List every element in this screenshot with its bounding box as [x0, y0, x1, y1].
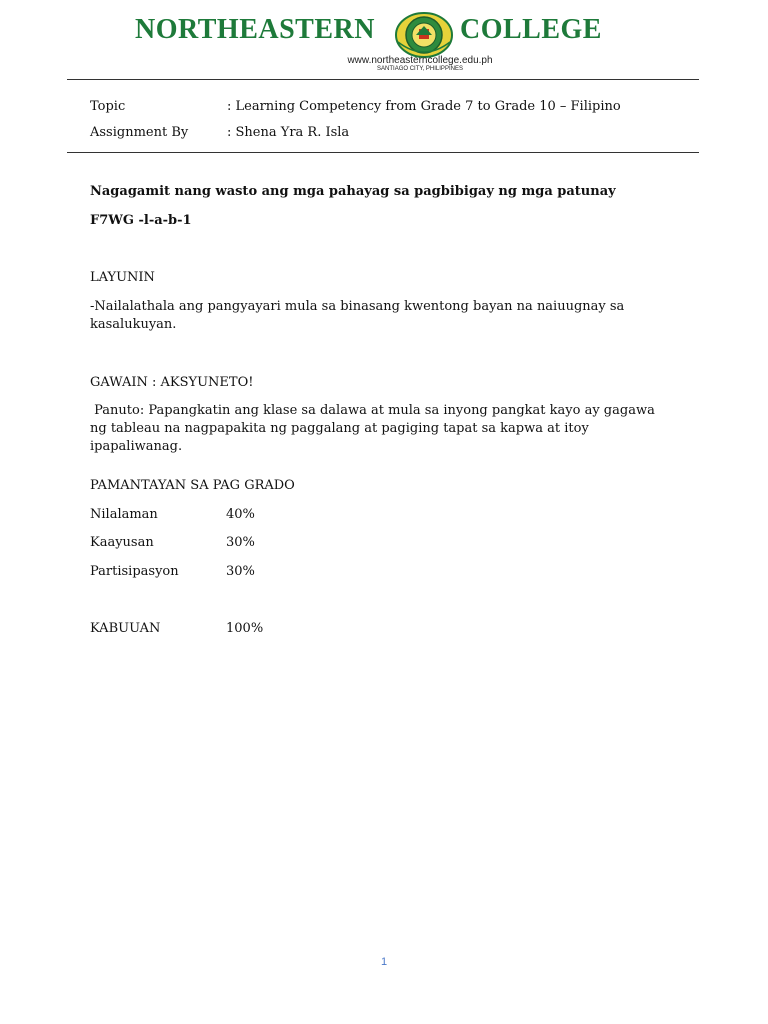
pamantayan-heading: PAMANTAYAN SA PAG GRADO	[90, 478, 295, 493]
competency-title: Nagagamit nang wasto ang mga pahayag sa pagbibigay ng mga patunay	[90, 184, 616, 199]
author-label: Assignment By	[90, 125, 189, 140]
total-value: 100%	[226, 621, 264, 636]
author-value: : Shena Yra R. Isla	[227, 125, 350, 140]
criteria-value: 40%	[226, 507, 255, 522]
criteria-label: Partisipasyon	[90, 564, 179, 579]
layunin-heading: LAYUNIN	[90, 270, 155, 285]
meta-divider	[67, 152, 699, 153]
topic-label: Topic	[90, 99, 126, 114]
criteria-value: 30%	[226, 564, 255, 579]
college-seal-icon	[394, 12, 454, 58]
letterhead	[0, 0, 768, 80]
header-divider	[67, 79, 699, 80]
gawain-heading: GAWAIN : AKSYUNETO!	[90, 375, 254, 390]
criteria-label: Nilalaman	[90, 507, 158, 522]
website-text: www.northeasterncollege.edu.ph	[347, 55, 493, 66]
gawain-text: Panuto: Papangkatin ang klase sa dalawa at mula sa inyong pangkat kayo ay gagawa ng tableau na nagpapakita ng paggalang at pagiging tapat sa kapwa at itoy ipapaliwanag.	[90, 403, 659, 454]
criteria-label: Kaayusan	[90, 535, 154, 550]
brand-name-right: COLLEGE	[460, 14, 602, 45]
brand-name-left: NORTHEASTERN	[135, 14, 375, 45]
competency-code: F7WG -l-a-b-1	[90, 213, 192, 228]
page-number: 1	[380, 956, 388, 968]
topic-value: : Learning Competency from Grade 7 to Grade 10 – Filipino	[227, 99, 621, 114]
layunin-text: -Nailalathala ang pangyayari mula sa binasang kwentong bayan na naiuugnay sa kasalukuyan.	[90, 299, 625, 332]
total-label: KABUUAN	[90, 621, 161, 636]
criteria-value: 30%	[226, 535, 255, 550]
location-text: SANTIAGO CITY, PHILIPPINES	[377, 66, 463, 72]
